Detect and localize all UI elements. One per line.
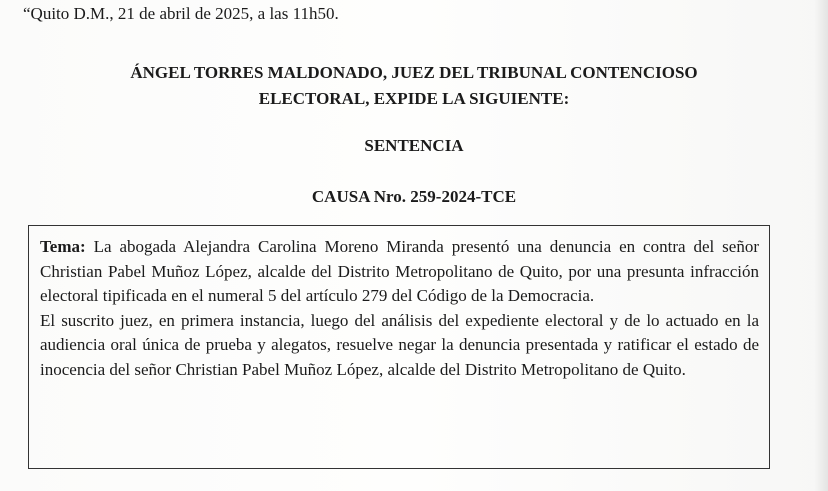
issuing-judge-heading bbox=[40, 60, 788, 112]
page-edge-shadow bbox=[814, 0, 828, 491]
sentence-title: SENTENCIA bbox=[364, 136, 464, 155]
dateline: “Quito D.M., 21 de abril de 2025, a las 11h50. bbox=[23, 4, 339, 23]
summary-paragraph-1 bbox=[40, 235, 759, 309]
summary-paragraph-2: El suscrito juez, en primera instancia, luego del análisis del expediente electoral y de lo actuado en la audiencia oral única de prueba y alegatos, resuelve negar la denuncia presentada y ratificar el estado de inocencia del señor Christian Pabel Muñoz López, alcalde del Distrito Metropolitano de Quito. bbox=[40, 310, 759, 379]
topic-text: La abogada Alejandra Carolina Moreno Miranda presentó una denuncia en contra del señor Christian Pabel Muñoz López, alcalde del Distrito Metropolitano de Quito, por una presunta infracción electoral tipificada en el numeral 5 del artículo 279 del Código de la Democracia. bbox=[40, 237, 759, 305]
heading-line-1: ÁNGEL TORRES MALDONADO, JUEZ DEL TRIBUNAL CONTENCIOSO bbox=[130, 63, 698, 82]
summary-box bbox=[28, 225, 770, 469]
case-number: CAUSA Nro. 259-2024-TCE bbox=[311, 187, 517, 206]
heading-line-2: ELECTORAL, EXPIDE LA SIGUIENTE: bbox=[258, 89, 570, 108]
topic-label: Tema: bbox=[40, 237, 86, 256]
